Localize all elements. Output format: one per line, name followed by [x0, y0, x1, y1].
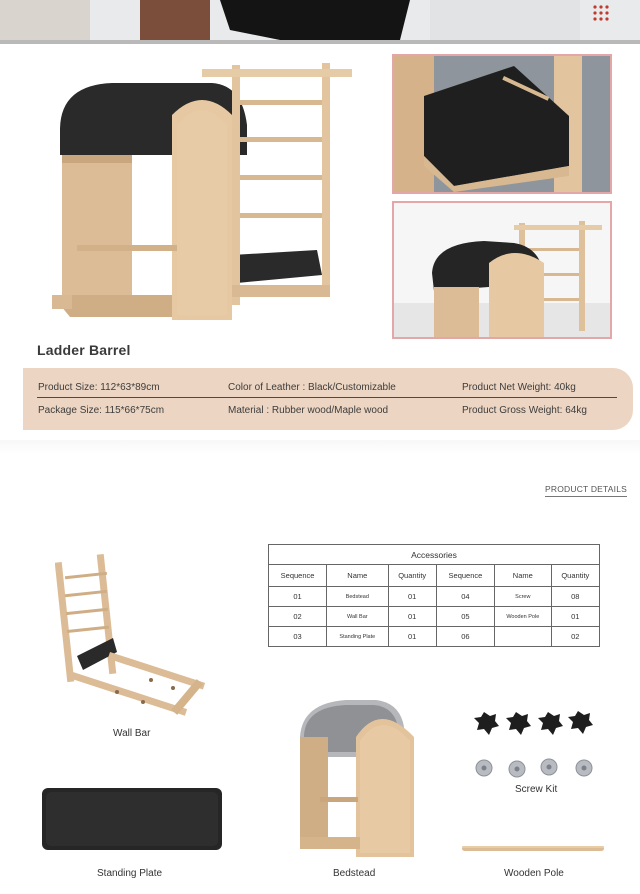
table-cell: 04: [436, 587, 494, 607]
table-row: [269, 627, 600, 647]
table-cell: 05: [436, 607, 494, 627]
product-details-link[interactable]: PRODUCT DETAILS: [545, 484, 627, 497]
table-cell: 01: [388, 627, 436, 647]
wooden-pole-image: [462, 844, 606, 854]
table-row: [269, 607, 600, 627]
standing-plate-image: [42, 788, 224, 852]
table-cell: 03: [269, 627, 327, 647]
screw-kit-caption: Screw Kit: [515, 784, 558, 795]
barrel-closeup-photo: [392, 54, 612, 194]
spec-product-size: Product Size: 112*63*89cm: [38, 382, 160, 393]
red-dot-grid-icon: [592, 4, 614, 22]
table-cell: [494, 627, 551, 647]
table-cell: 06: [436, 627, 494, 647]
table-cell: Wall Bar: [327, 607, 388, 627]
table-cell: 01: [269, 587, 327, 607]
table-header-row: [269, 565, 600, 587]
wooden-pole-caption: Wooden Pole: [504, 868, 564, 879]
table-cell: 02: [551, 627, 599, 647]
section-divider: [0, 440, 640, 454]
ladder-barrel-main-image: [42, 55, 362, 330]
table-cell: 02: [269, 607, 327, 627]
table-header-cell: Sequence: [436, 565, 494, 587]
screw-kit-image: [468, 708, 598, 780]
bedstead-caption: Bedstead: [333, 868, 376, 879]
top-banner-photo: [0, 0, 640, 44]
table-header-cell: Quantity: [551, 565, 599, 587]
spec-material: Material : Rubber wood/Maple wood: [228, 405, 389, 416]
wall-bar-caption: Wall Bar: [113, 728, 151, 739]
table-header-cell: Name: [327, 565, 388, 587]
table-cell: 08: [551, 587, 599, 607]
spec-leather-color: Color of Leather : Black/Customizable: [228, 382, 396, 393]
spec-net-weight: Product Net Weight: 40kg: [462, 382, 576, 393]
ladder-barrel-room-photo: [392, 201, 612, 339]
table-cell: Screw: [494, 587, 551, 607]
table-cell: Bedstead: [327, 587, 388, 607]
product-title: Ladder Barrel: [37, 342, 131, 358]
top-banner-image: [0, 0, 640, 44]
bedstead-image: [296, 697, 418, 859]
table-cell: Standing Plate: [327, 627, 388, 647]
table-header-cell: Name: [494, 565, 551, 587]
table-header-cell: Quantity: [388, 565, 436, 587]
accessories-table: [268, 544, 600, 647]
wall-bar-image: [55, 552, 215, 722]
table-cell: 01: [388, 587, 436, 607]
spec-divider: [37, 397, 617, 398]
standing-plate-caption: Standing Plate: [97, 868, 163, 879]
spec-band: [23, 368, 633, 430]
table-cell: 01: [551, 607, 599, 627]
accessories-title: Accessories: [269, 545, 600, 565]
spec-package-size: Package Size: 115*66*75cm: [38, 405, 165, 416]
table-cell: 01: [388, 607, 436, 627]
spec-gross-weight: Product Gross Weight: 64kg: [462, 405, 587, 416]
table-header-cell: Sequence: [269, 565, 327, 587]
table-cell: Wooden Pole: [494, 607, 551, 627]
table-row: [269, 587, 600, 607]
